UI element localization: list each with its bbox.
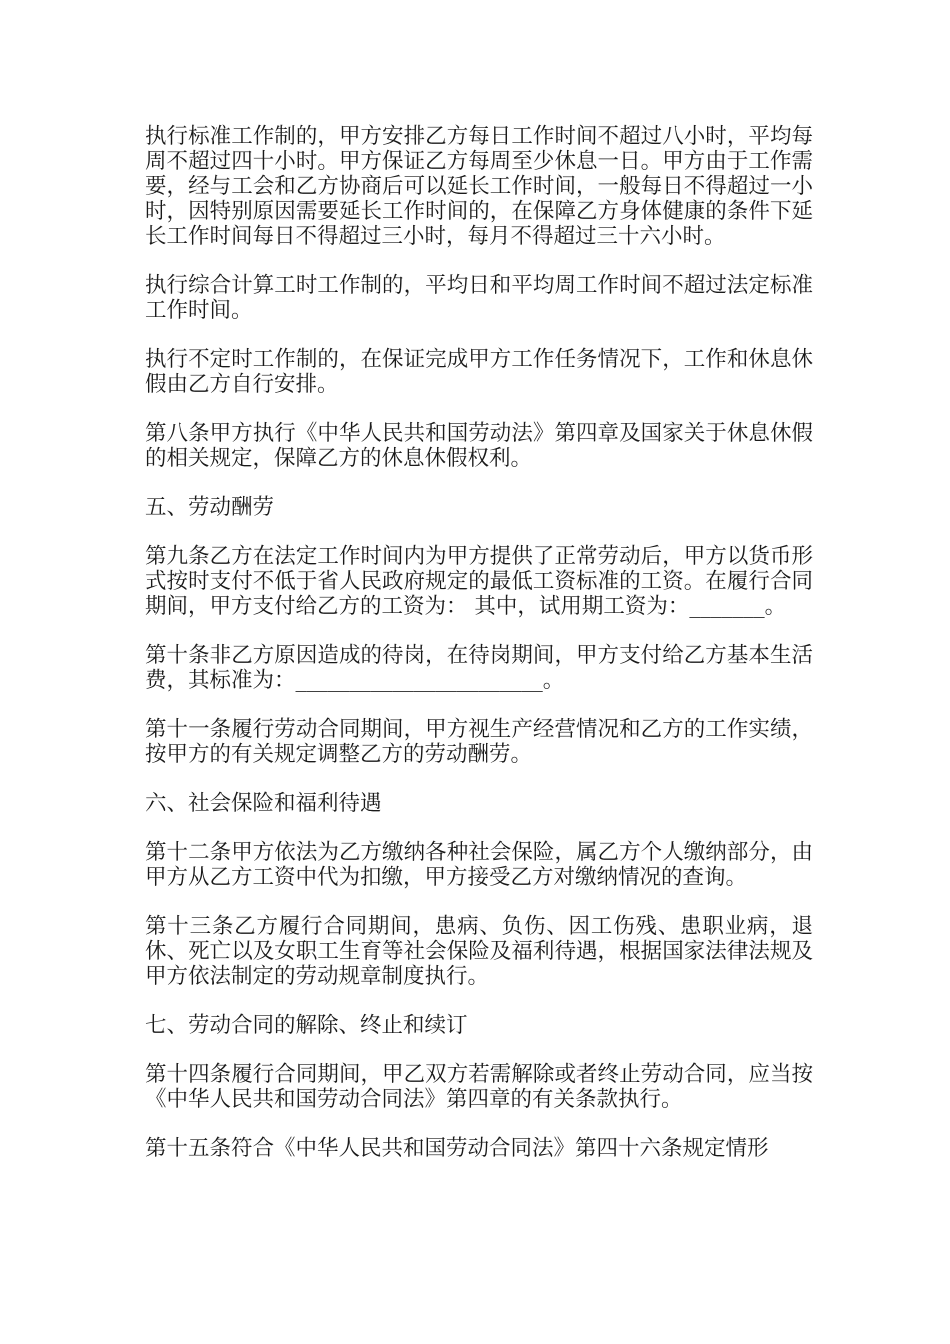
paragraph-comprehensive-hours: 执行综合计算工时工作制的，平均日和平均周工作时间不超过法定标准工作时间。 (145, 273, 813, 323)
document-body (145, 124, 813, 1161)
paragraph-article-8: 第八条甲方执行《中华人民共和国劳动法》第四章及国家关于休息休假的相关规定，保障乙方的休息休假权利。 (145, 421, 813, 471)
paragraph-article-10: 第十条非乙方原因造成的待岗，在待岗期间，甲方支付给乙方基本生活费，其标准为：_______________________。 (145, 643, 813, 693)
section-heading-termination: 七、劳动合同的解除、终止和续订 (145, 1013, 468, 1038)
paragraph-article-12: 第十二条甲方依法为乙方缴纳各种社会保险，属乙方个人缴纳部分，由甲方从乙方工资中代为扣缴，甲方接受乙方对缴纳情况的查询。 (145, 840, 813, 890)
paragraph-standard-work-hours: 执行标准工作制的，甲方安排乙方每日工作时间不超过八小时，平均每周不超过四十小时。甲方保证乙方每周至少休息一日。甲方由于工作需要，经与工会和乙方协商后可以延长工作时间，一般每日不得超过一小时，因特别原因需要延长工作时间的，在保障乙方身体健康的条件下延长工作时间每日不得超过三小时，每月不得超过三十六小时。 (145, 124, 813, 249)
paragraph-article-13: 第十三条乙方履行合同期间，患病、负伤、因工伤残、患职业病，退休、死亡以及女职工生育等社会保险及福利待遇，根据国家法律法规及甲方依法制定的劳动规章制度执行。 (145, 914, 813, 989)
paragraph-flexible-hours: 执行不定时工作制的，在保证完成甲方工作任务情况下，工作和休息休假由乙方自行安排。 (145, 347, 813, 397)
paragraph-article-14: 第十四条履行合同期间，甲乙双方若需解除或者终止劳动合同，应当按《中华人民共和国劳动合同法》第四章的有关条款执行。 (145, 1062, 813, 1112)
paragraph-article-9: 第九条乙方在法定工作时间内为甲方提供了正常劳动后，甲方以货币形式按时支付不低于省人民政府规定的最低工资标准的工资。在履行合同期间，甲方支付给乙方的工资为： 其中，试用期工资为：_______。 (145, 544, 813, 619)
section-heading-social-insurance: 六、社会保险和福利待遇 (145, 791, 382, 816)
section-heading-remuneration: 五、劳动酬劳 (145, 495, 275, 520)
paragraph-article-15: 第十五条符合《中华人民共和国劳动合同法》第四十六条规定情形 (145, 1136, 769, 1161)
paragraph-article-11: 第十一条履行劳动合同期间，甲方视生产经营情况和乙方的工作实绩，按甲方的有关规定调整乙方的劳动酬劳。 (145, 717, 813, 767)
